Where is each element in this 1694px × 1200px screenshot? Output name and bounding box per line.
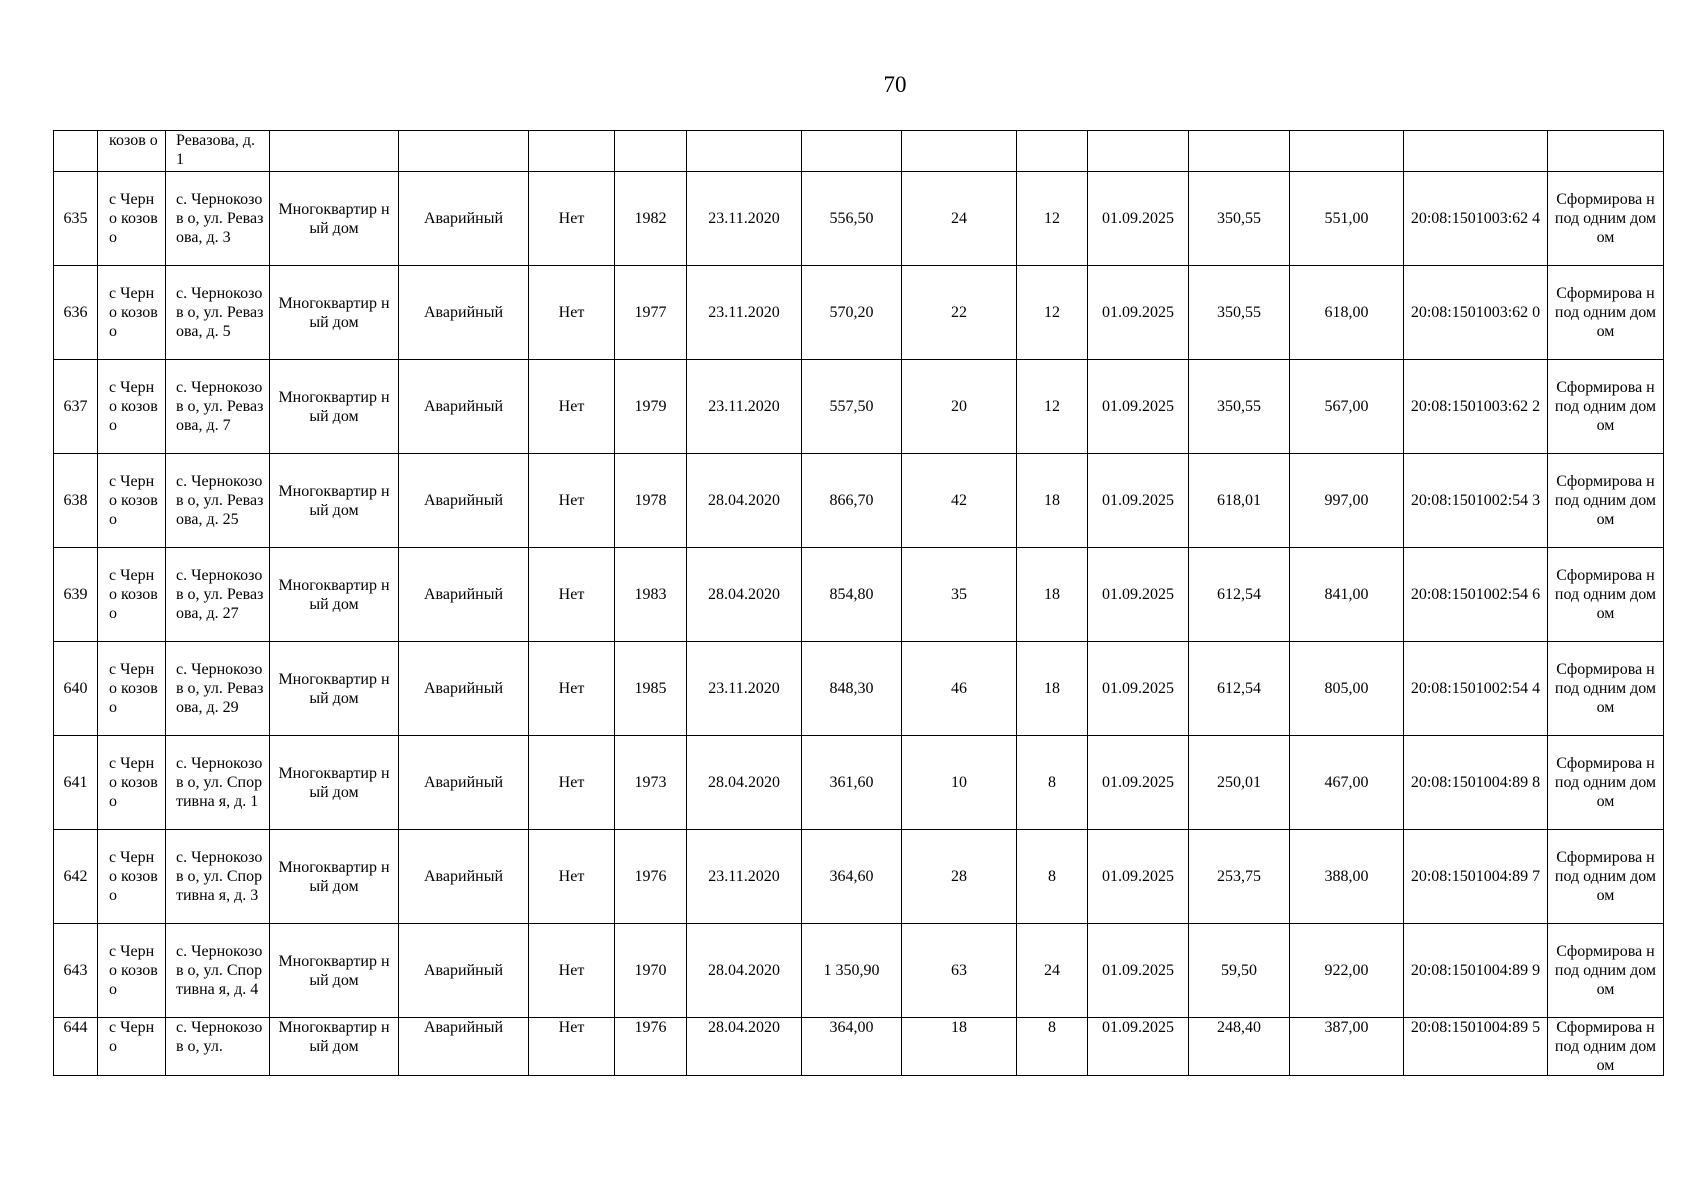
cell-status (399, 131, 529, 172)
cell-address: с. Чернокозов о, ул. Ревазова, д. 29 (166, 642, 270, 736)
cell-locality: с Черно козов о (98, 454, 166, 548)
cell-status: Аварийный (399, 736, 529, 830)
table-row (54, 548, 1664, 642)
cell-area (802, 131, 902, 172)
cell-area2: 612,54 (1189, 642, 1290, 736)
table-row (54, 172, 1664, 266)
cell-cadastral: 20:08:1501002:54 4 (1404, 642, 1548, 736)
table-row (54, 736, 1664, 830)
cell-cadastral: 20:08:1501003:62 4 (1404, 172, 1548, 266)
cell-status: Аварийный (399, 548, 529, 642)
cell-year: 1982 (615, 172, 687, 266)
cell-status: Аварийный (399, 360, 529, 454)
cell-type: Многоквартир ный дом (270, 830, 399, 924)
cell-type: Многоквартир ный дом (270, 1018, 399, 1076)
cell-residents: 24 (902, 172, 1017, 266)
cell-year: 1978 (615, 454, 687, 548)
cell-apartments: 12 (1017, 172, 1088, 266)
cell-note: Сформирова н под одним домом (1548, 360, 1664, 454)
cell-flag: Нет (529, 454, 615, 548)
cell-land: 387,00 (1290, 1018, 1404, 1076)
cell-address: с. Чернокозов о, ул. Спортивна я, д. 3 (166, 830, 270, 924)
cell-deadline: 01.09.2025 (1088, 1018, 1189, 1076)
cell-residents: 35 (902, 548, 1017, 642)
cell-address: с. Чернокозов о, ул. Спортивна я, д. 4 (166, 924, 270, 1018)
cell-address: с. Чернокозов о, ул. Ревазова, д. 3 (166, 172, 270, 266)
cell-locality: с Черно козов о (98, 736, 166, 830)
cell-note: Сформирова н под одним домом (1548, 454, 1664, 548)
cell-date: 28.04.2020 (687, 736, 802, 830)
cell-land: 805,00 (1290, 642, 1404, 736)
cell-residents: 10 (902, 736, 1017, 830)
table-row (54, 266, 1664, 360)
cell-flag: Нет (529, 830, 615, 924)
cell-flag: Нет (529, 1018, 615, 1076)
cell-num: 638 (54, 454, 98, 548)
cell-apartments: 18 (1017, 642, 1088, 736)
cell-area2: 350,55 (1189, 266, 1290, 360)
cell-num: 639 (54, 548, 98, 642)
cell-deadline: 01.09.2025 (1088, 360, 1189, 454)
cell-deadline: 01.09.2025 (1088, 172, 1189, 266)
page-number: 70 (883, 72, 907, 97)
cell-year (615, 131, 687, 172)
cell-area2: 250,01 (1189, 736, 1290, 830)
cell-cadastral: 20:08:1501003:62 0 (1404, 266, 1548, 360)
cell-area: 570,20 (802, 266, 902, 360)
cell-residents: 22 (902, 266, 1017, 360)
cell-deadline: 01.09.2025 (1088, 736, 1189, 830)
cell-area: 557,50 (802, 360, 902, 454)
cell-deadline: 01.09.2025 (1088, 642, 1189, 736)
cell-year: 1983 (615, 548, 687, 642)
cell-land: 388,00 (1290, 830, 1404, 924)
cell-flag: Нет (529, 266, 615, 360)
cell-date: 28.04.2020 (687, 1018, 802, 1076)
cell-note: Сформирова н под одним домом (1548, 924, 1664, 1018)
cell-type: Многоквартир ный дом (270, 642, 399, 736)
cell-num: 636 (54, 266, 98, 360)
cell-area: 364,00 (802, 1018, 902, 1076)
cell-type: Многоквартир ный дом (270, 266, 399, 360)
housing-registry-table (53, 130, 1664, 1076)
cell-date: 23.11.2020 (687, 360, 802, 454)
cell-type: Многоквартир ный дом (270, 548, 399, 642)
cell-address: с. Чернокозов о, ул. Ревазова, д. 27 (166, 548, 270, 642)
cell-land: 997,00 (1290, 454, 1404, 548)
cell-address: с. Чернокозов о, ул. Ревазова, д. 25 (166, 454, 270, 548)
cell-status: Аварийный (399, 642, 529, 736)
table-row (54, 642, 1664, 736)
table-row (54, 830, 1664, 924)
cell-apartments: 18 (1017, 454, 1088, 548)
cell-type: Многоквартир ный дом (270, 924, 399, 1018)
cell-residents: 20 (902, 360, 1017, 454)
cell-year: 1985 (615, 642, 687, 736)
cell-type (270, 131, 399, 172)
cell-note: Сформирова н под одним домом (1548, 172, 1664, 266)
cell-deadline: 01.09.2025 (1088, 454, 1189, 548)
cell-residents: 42 (902, 454, 1017, 548)
cell-locality: с Черно козов о (98, 266, 166, 360)
cell-area2 (1189, 131, 1290, 172)
cell-deadline: 01.09.2025 (1088, 548, 1189, 642)
cell-area2: 350,55 (1189, 360, 1290, 454)
cell-flag: Нет (529, 924, 615, 1018)
cell-area2: 618,01 (1189, 454, 1290, 548)
cell-note: Сформирова н под одним домом (1548, 548, 1664, 642)
cell-note (1548, 131, 1664, 172)
cell-area: 364,60 (802, 830, 902, 924)
cell-residents (902, 131, 1017, 172)
cell-area2: 612,54 (1189, 548, 1290, 642)
cell-num: 643 (54, 924, 98, 1018)
cell-area: 848,30 (802, 642, 902, 736)
cell-flag: Нет (529, 548, 615, 642)
cell-type: Многоквартир ный дом (270, 172, 399, 266)
cell-year: 1976 (615, 830, 687, 924)
cell-year: 1977 (615, 266, 687, 360)
cell-num: 640 (54, 642, 98, 736)
cell-apartments: 8 (1017, 736, 1088, 830)
cell-area: 556,50 (802, 172, 902, 266)
cell-locality: с Черно козов о (98, 172, 166, 266)
cell-status: Аварийный (399, 454, 529, 548)
cell-note: Сформирова н под одним домом (1548, 642, 1664, 736)
cell-residents: 46 (902, 642, 1017, 736)
cell-address: Ревазова, д. 1 (166, 131, 270, 172)
cell-land: 467,00 (1290, 736, 1404, 830)
cell-note: Сформирова н под одним домом (1548, 830, 1664, 924)
cell-locality: с Черно козов о (98, 642, 166, 736)
cell-address: с. Чернокозов о, ул. Ревазова, д. 7 (166, 360, 270, 454)
cell-residents: 28 (902, 830, 1017, 924)
cell-type: Многоквартир ный дом (270, 360, 399, 454)
table-row (54, 454, 1664, 548)
cell-date: 28.04.2020 (687, 454, 802, 548)
cell-apartments: 12 (1017, 266, 1088, 360)
cell-locality: с Черно козов о (98, 548, 166, 642)
cell-date: 23.11.2020 (687, 172, 802, 266)
cell-num: 635 (54, 172, 98, 266)
cell-locality: с Черно козов о (98, 924, 166, 1018)
cell-apartments (1017, 131, 1088, 172)
cell-land: 841,00 (1290, 548, 1404, 642)
cell-area2: 59,50 (1189, 924, 1290, 1018)
cell-address: с. Чернокозов о, ул. Ревазова, д. 5 (166, 266, 270, 360)
cell-note: Сформирова н под одним домом (1548, 736, 1664, 830)
cell-cadastral: 20:08:1501004:89 8 (1404, 736, 1548, 830)
cell-area2: 253,75 (1189, 830, 1290, 924)
cell-land: 618,00 (1290, 266, 1404, 360)
cell-num: 642 (54, 830, 98, 924)
cell-num: 641 (54, 736, 98, 830)
cell-year: 1973 (615, 736, 687, 830)
cell-type: Многоквартир ный дом (270, 736, 399, 830)
cell-address: с. Чернокозов о, ул. Спортивна я, д. 1 (166, 736, 270, 830)
cell-cadastral: 20:08:1501002:54 6 (1404, 548, 1548, 642)
cell-cadastral: 20:08:1501004:89 7 (1404, 830, 1548, 924)
cell-deadline (1088, 131, 1189, 172)
cell-flag (529, 131, 615, 172)
cell-note: Сформирова н под одним домом (1548, 266, 1664, 360)
table-row (54, 1018, 1664, 1076)
cell-area: 854,80 (802, 548, 902, 642)
cell-status: Аварийный (399, 172, 529, 266)
cell-area: 1 350,90 (802, 924, 902, 1018)
cell-flag: Нет (529, 642, 615, 736)
cell-area: 361,60 (802, 736, 902, 830)
cell-date: 23.11.2020 (687, 642, 802, 736)
cell-status: Аварийный (399, 924, 529, 1018)
cell-cadastral: 20:08:1501003:62 2 (1404, 360, 1548, 454)
cell-date: 23.11.2020 (687, 266, 802, 360)
cell-status: Аварийный (399, 266, 529, 360)
cell-status: Аварийный (399, 1018, 529, 1076)
cell-residents: 63 (902, 924, 1017, 1018)
cell-status: Аварийный (399, 830, 529, 924)
cell-area2: 248,40 (1189, 1018, 1290, 1076)
cell-flag: Нет (529, 736, 615, 830)
table-row (54, 360, 1664, 454)
cell-land: 567,00 (1290, 360, 1404, 454)
cell-cadastral: 20:08:1501002:54 3 (1404, 454, 1548, 548)
cell-flag: Нет (529, 172, 615, 266)
cell-date (687, 131, 802, 172)
cell-deadline: 01.09.2025 (1088, 830, 1189, 924)
cell-cadastral: 20:08:1501004:89 9 (1404, 924, 1548, 1018)
cell-cadastral: 20:08:1501004:89 5 (1404, 1018, 1548, 1076)
cell-land: 922,00 (1290, 924, 1404, 1018)
cell-year: 1970 (615, 924, 687, 1018)
cell-apartments: 12 (1017, 360, 1088, 454)
cell-note: Сформирова н под одним домом (1548, 1018, 1664, 1076)
cell-flag: Нет (529, 360, 615, 454)
cell-cadastral (1404, 131, 1548, 172)
cell-apartments: 8 (1017, 1018, 1088, 1076)
cell-locality: с Черно козов о (98, 830, 166, 924)
cell-date: 28.04.2020 (687, 548, 802, 642)
cell-deadline: 01.09.2025 (1088, 924, 1189, 1018)
cell-date: 28.04.2020 (687, 924, 802, 1018)
cell-year: 1979 (615, 360, 687, 454)
cell-apartments: 24 (1017, 924, 1088, 1018)
cell-type: Многоквартир ный дом (270, 454, 399, 548)
cell-area: 866,70 (802, 454, 902, 548)
cell-locality: с Черно (98, 1018, 166, 1076)
cell-locality: козов о (98, 131, 166, 172)
cell-locality: с Черно козов о (98, 360, 166, 454)
cell-date: 23.11.2020 (687, 830, 802, 924)
cell-apartments: 8 (1017, 830, 1088, 924)
cell-address: с. Чернокозов о, ул. (166, 1018, 270, 1076)
cell-year: 1976 (615, 1018, 687, 1076)
cell-apartments: 18 (1017, 548, 1088, 642)
table-row (54, 924, 1664, 1018)
cell-num: 644 (54, 1018, 98, 1076)
cell-deadline: 01.09.2025 (1088, 266, 1189, 360)
cell-num: 637 (54, 360, 98, 454)
cell-land: 551,00 (1290, 172, 1404, 266)
cell-num (54, 131, 98, 172)
cell-land (1290, 131, 1404, 172)
table-row (54, 131, 1664, 172)
cell-residents: 18 (902, 1018, 1017, 1076)
cell-area2: 350,55 (1189, 172, 1290, 266)
